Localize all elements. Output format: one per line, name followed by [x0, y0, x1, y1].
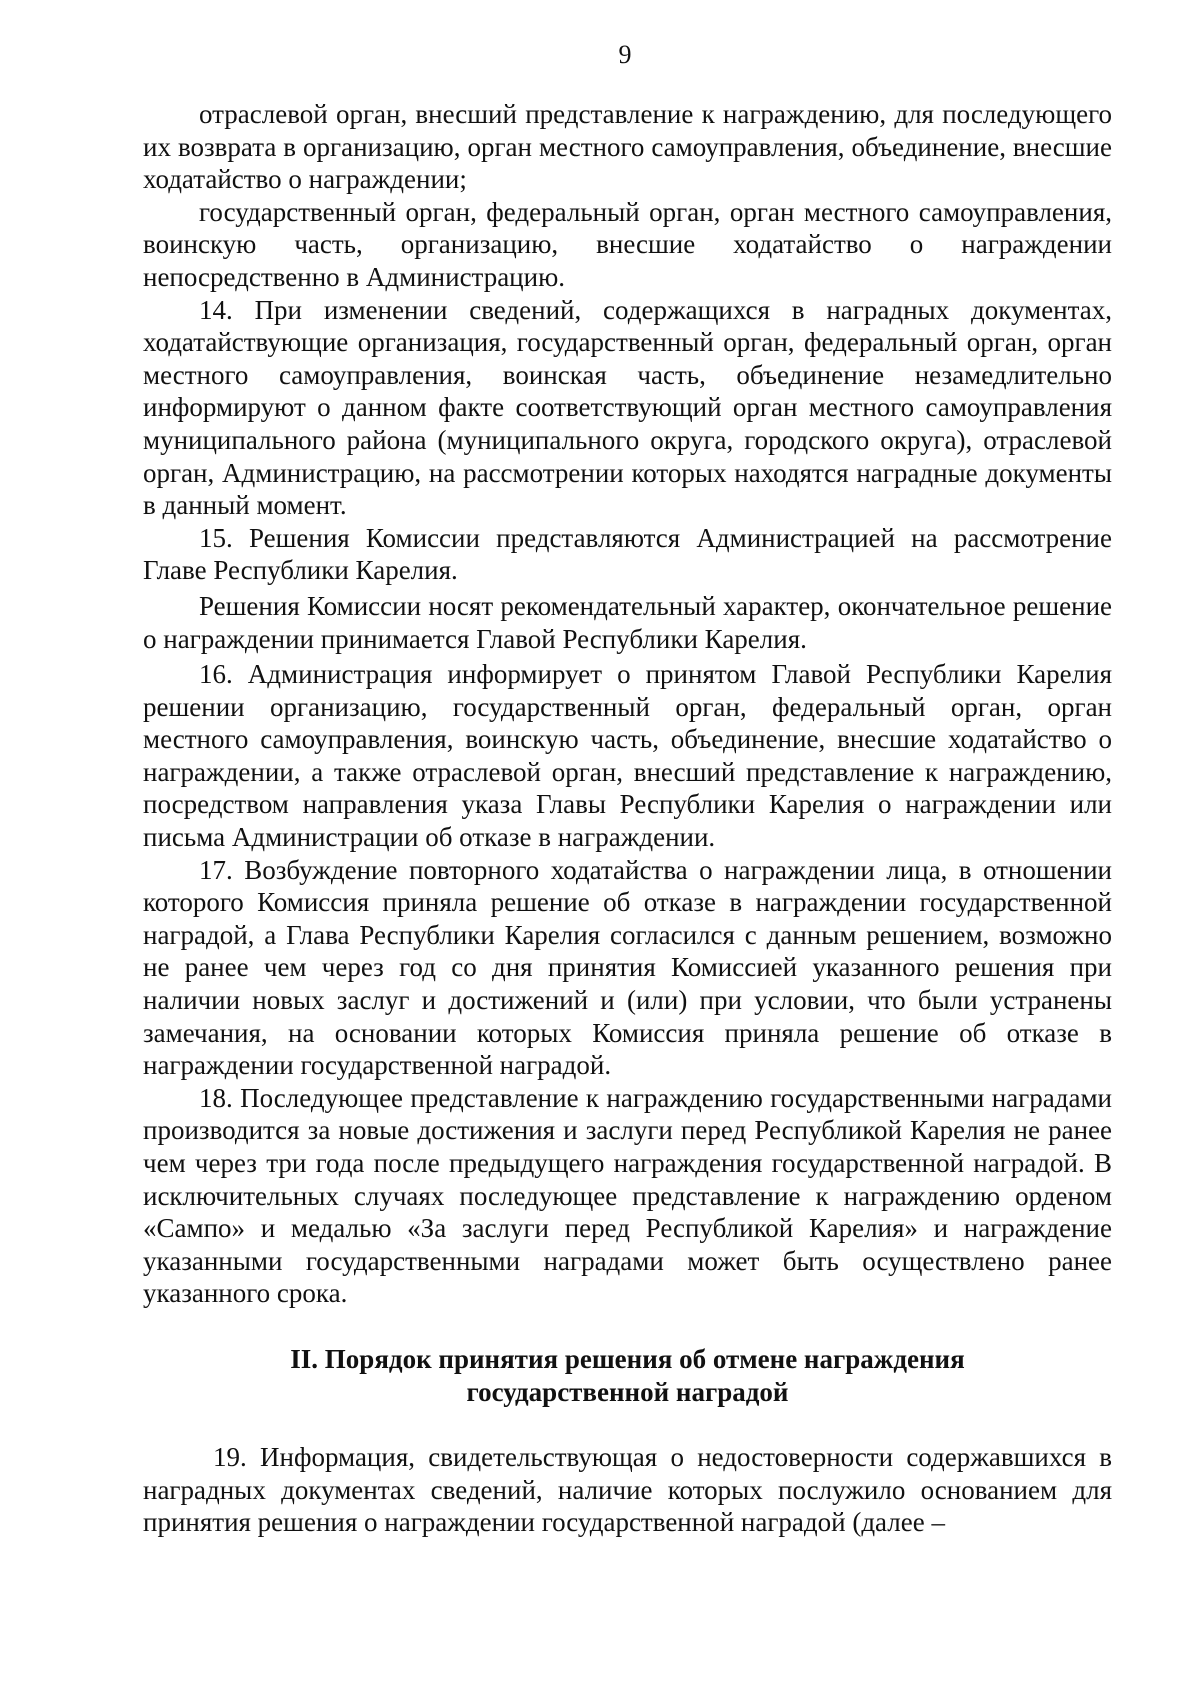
- paragraph-19: 19. Информация, свидетельствующая о недостоверности содержавшихся в наградных документах сведений, наличие которых послужило основанием для принятия решения о награждении государственной наградой (далее –: [143, 1442, 1112, 1538]
- section-heading: [143, 1343, 1112, 1408]
- paragraph-16: 16. Администрация информирует о принятом Главой Республики Карелия решении организацию, государственный орган, федеральный орган, орган местного самоуправления, воинскую часть, объединение, внесшие ходатайство о награждении, а также отраслевой орган, внесший представление к награждению, посредством направления указа Главы Республики Карелия о награждении или письма Администрации об отказе в награждении.: [143, 659, 1112, 853]
- section-heading-line-2: государственной наградой: [466, 1376, 789, 1407]
- paragraph-state-organ: государственный орган, федеральный орган, орган местного самоуправления, воинскую часть, организацию, внесшие ходатайство о награждении непосредственно в Администрацию.: [143, 196, 1112, 292]
- paragraph-15-recommendation: Решения Комиссии носят рекомендательный характер, окончательное решение о награждении принимается Главой Республики Карелия.: [143, 590, 1112, 654]
- page-number: 9: [618, 40, 632, 69]
- paragraph-continuation-organ: отраслевой орган, внесший представление к награждению, для последующего их возврата в организацию, орган местного самоуправления, объединение, внесшие ходатайство о награждении;: [143, 99, 1112, 195]
- paragraph-17: 17. Возбуждение повторного ходатайства о награждении лица, в отношении которого Комиссия приняла решение об отказе в награждении государственной наградой, а Глава Республики Карелия согласился с данным решением, возможно не ранее чем через год со дня принятия Комиссией указанного решения при наличии новых заслуг и достижений и (или) при условии, что были устранены замечания, на основании которых Комиссия приняла решение об отказе в награждении государственной наградой.: [143, 854, 1112, 1081]
- section-heading-line-1: II. Порядок принятия решения об отмене награждения: [290, 1343, 965, 1374]
- paragraph-14: 14. При изменении сведений, содержащихся в наградных документах, ходатайствующие организация, государственный орган, федеральный орган, орган местного самоуправления, воинская часть, объединение незамедлительно информируют о данном факте соответствующий орган местного самоуправления муниципального района (муниципального округа, городского округа), отраслевой орган, Администрацию, на рассмотрении которых находятся наградные документы в данный момент.: [143, 294, 1112, 521]
- document-body: [143, 98, 1112, 1539]
- paragraph-18: 18. Последующее представление к награждению государственными наградами производится за новые достижения и заслуги перед Республикой Карелия не ранее чем через три года после предыдущего награждения государственной наградой. В исключительных случаях последующее представление к награждению орденом «Сампо» и медалью «За заслуги перед Республикой Карелия» и награждение указанными государственными наградами может быть осуществлено ранее указанного срока.: [143, 1082, 1112, 1309]
- paragraph-15: 15. Решения Комиссии представляются Администрацией на рассмотрение Главе Республики Карелия.: [143, 522, 1112, 586]
